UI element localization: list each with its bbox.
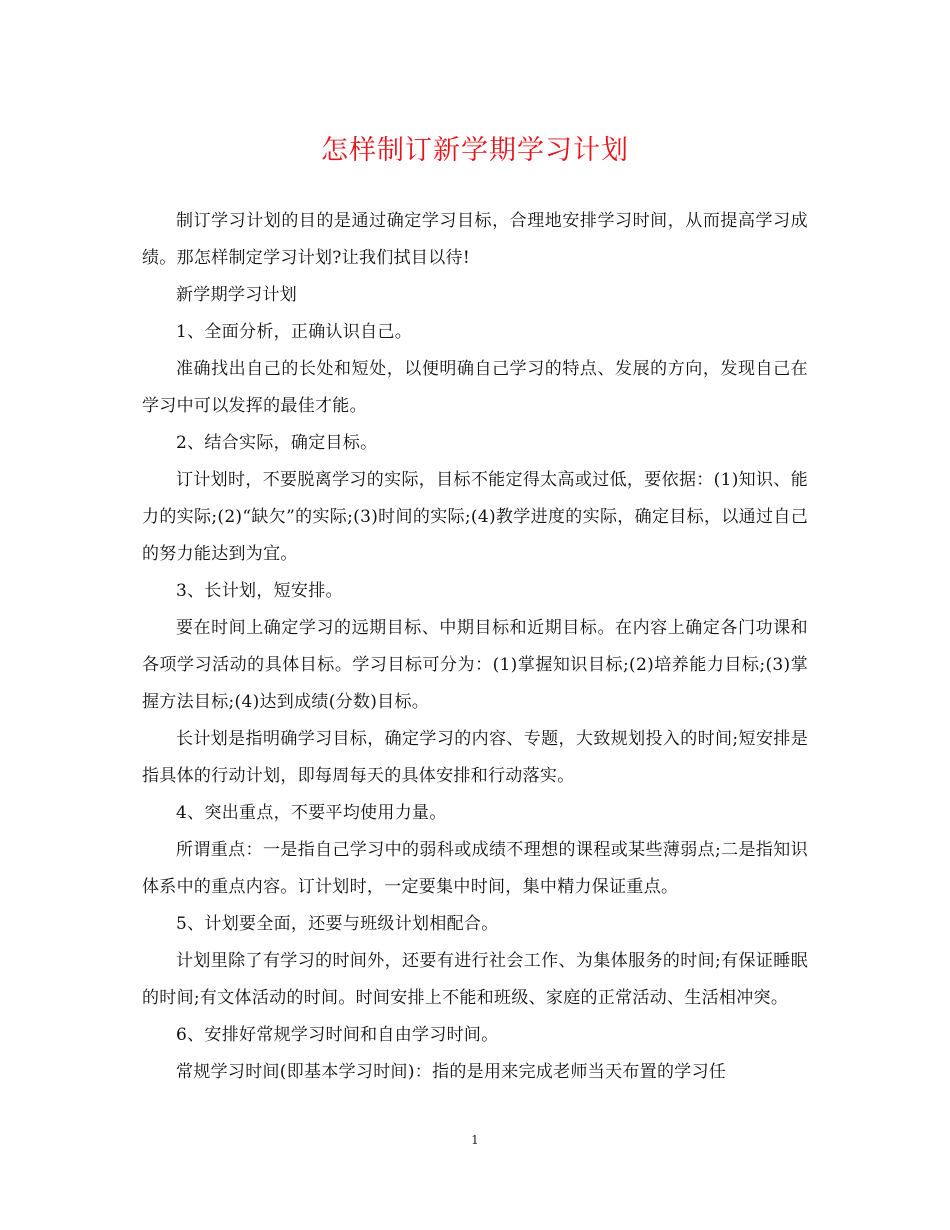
point-heading-2: 2、结合实际，确定目标。 <box>176 433 378 453</box>
document-title: 怎样制订新学期学习计划 <box>321 135 629 166</box>
paragraph: 准确找出自己的长处和短处，以便明确自己学习的特点、发展的方向，发现自己在学习中可以发挥的最佳才能。 <box>142 359 808 416</box>
section-heading: 新学期学习计划 <box>176 285 298 305</box>
paragraph: 要在时间上确定学习的远期目标、中期目标和近期目标。在内容上确定各门功课和各项学习活动的具体目标。学习目标可分为：(1)掌握知识目标;(2)培养能力目标;(3)掌握方法目标;(4)达到成绩(分数)目标。 <box>142 618 808 712</box>
paragraph: 计划里除了有学习的时间外，还要有进行社会工作、为集体服务的时间;有保证睡眠的时间;有文体活动的时间。时间安排上不能和班级、家庭的正常活动、生活相冲突。 <box>142 951 808 1008</box>
paragraph: 订计划时，不要脱离学习的实际，目标不能定得太高或过低，要依据：(1)知识、能力的实际;(2)“缺欠”的实际;(3)时间的实际;(4)教学进度的实际，确定目标，以通过自己的努力能达到为宜。 <box>142 470 808 564</box>
point-heading-3: 3、长计划，短安排。 <box>176 581 343 601</box>
point-heading-1: 1、全面分析，正确认识自己。 <box>176 322 413 342</box>
paragraph-intro: 制订学习计划的目的是通过确定学习目标，合理地安排学习时间，从而提高学习成绩。那怎样制定学习计划?让我们拭目以待! <box>142 211 808 268</box>
point-heading-4: 4、突出重点，不要平均使用力量。 <box>176 803 447 823</box>
document-body <box>142 203 808 1091</box>
point-heading-6: 6、安排好常规学习时间和自由学习时间。 <box>176 1025 499 1045</box>
page-number: 1 <box>471 1133 479 1147</box>
paragraph: 常规学习时间(即基本学习时间)：指的是用来完成老师当天布置的学习任 <box>176 1062 727 1082</box>
paragraph: 长计划是指明确学习目标，确定学习的内容、专题，大致规划投入的时间;短安排是指具体的行动计划，即每周每天的具体安排和行动落实。 <box>142 729 808 786</box>
paragraph: 所谓重点：一是指自己学习中的弱科或成绩不理想的课程或某些薄弱点;二是指知识体系中的重点内容。订计划时，一定要集中时间，集中精力保证重点。 <box>142 840 808 897</box>
point-heading-5: 5、计划要全面，还要与班级计划相配合。 <box>176 914 499 934</box>
